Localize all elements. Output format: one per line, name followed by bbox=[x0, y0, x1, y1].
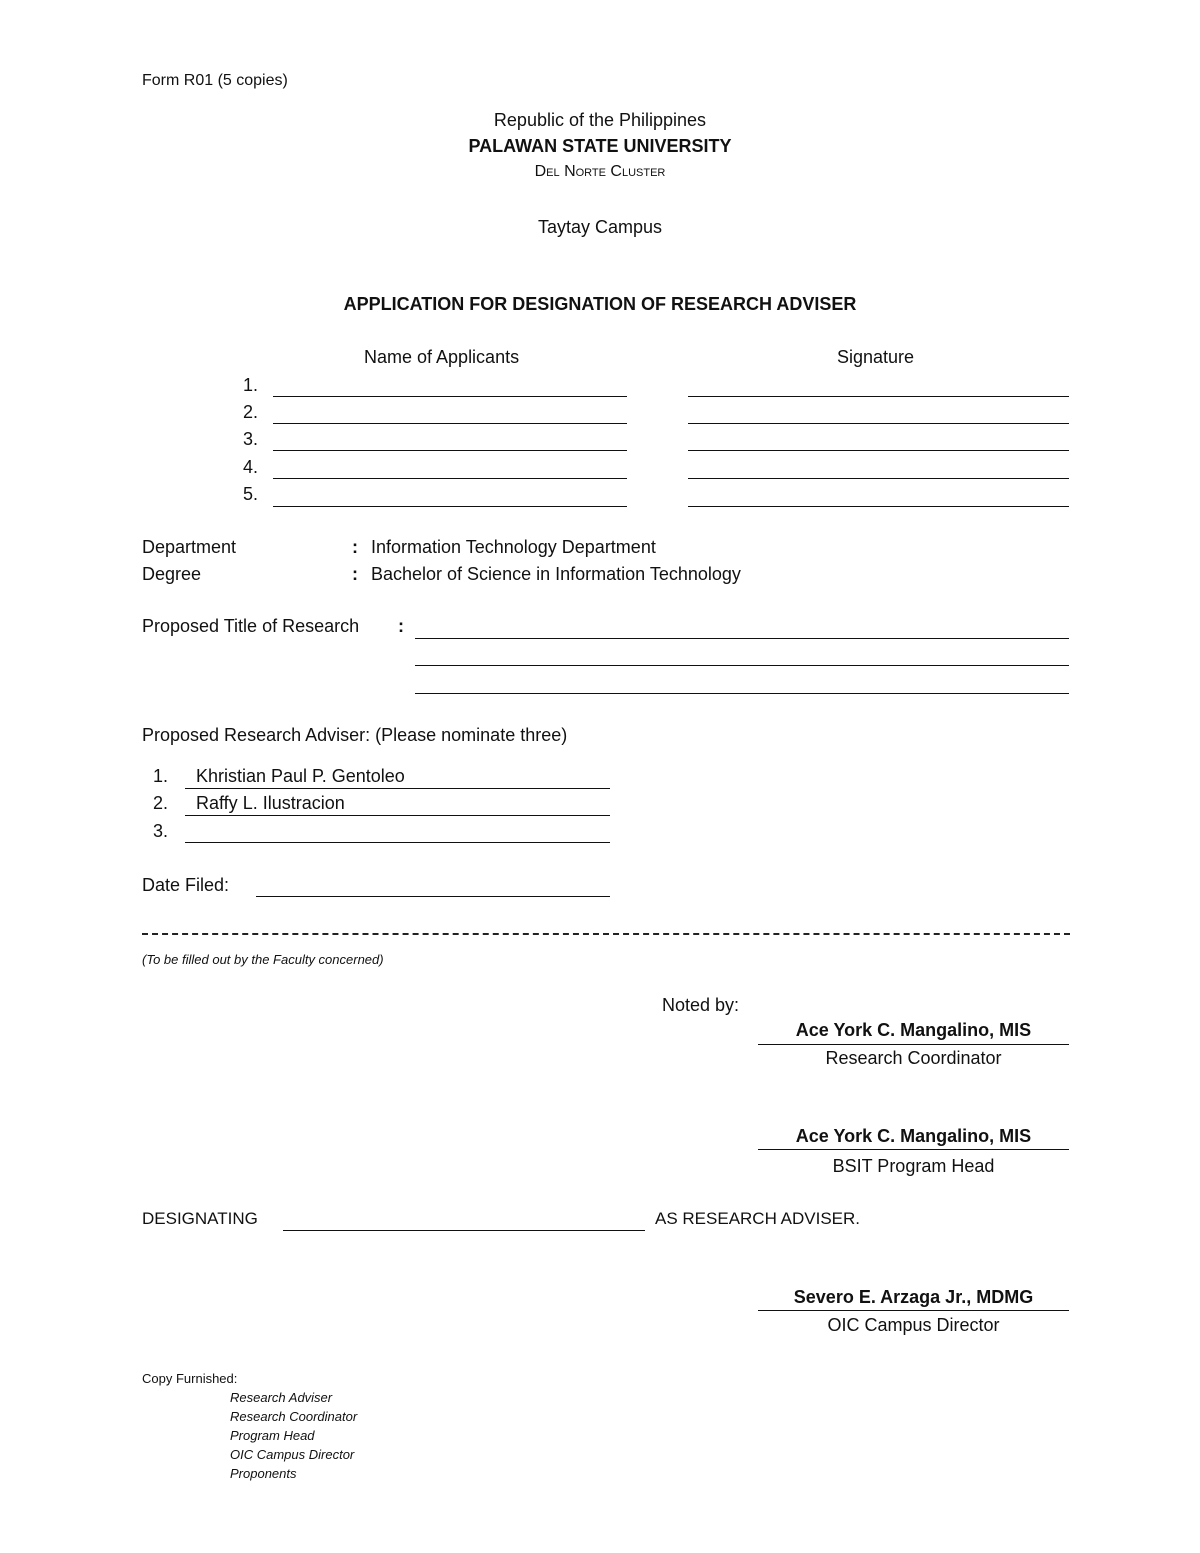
applicant-number: 5. bbox=[242, 484, 258, 504]
adviser-line[interactable] bbox=[185, 788, 610, 789]
advisers-label: Proposed Research Adviser: (Please nominate three) bbox=[142, 725, 568, 745]
designating-suffix: AS RESEARCH ADVISER. bbox=[655, 1209, 861, 1228]
date-filed-line[interactable] bbox=[256, 896, 610, 897]
signatory-line bbox=[758, 1310, 1069, 1311]
adviser-number: 3. bbox=[153, 821, 169, 841]
header-campus: Taytay Campus bbox=[537, 217, 663, 237]
signatory-line bbox=[758, 1044, 1069, 1045]
applicants-signature-header: Signature bbox=[837, 347, 915, 367]
applicant-signature-line[interactable] bbox=[688, 450, 1069, 451]
applicant-number: 1. bbox=[242, 375, 258, 395]
form-label: Form R01 (5 copies) bbox=[142, 72, 288, 89]
degree-label: Degree bbox=[142, 564, 202, 584]
applicants-name-header: Name of Applicants bbox=[364, 347, 520, 367]
applicant-name-line[interactable] bbox=[273, 450, 627, 451]
degree-separator: : bbox=[352, 564, 358, 584]
applicant-signature-line[interactable] bbox=[688, 423, 1069, 424]
copy-furnished-label: Copy Furnished: bbox=[142, 1371, 238, 1386]
department-separator: : bbox=[352, 537, 358, 557]
adviser-number: 1. bbox=[153, 766, 169, 786]
noted-by-label: Noted by: bbox=[662, 995, 740, 1015]
proposed-title-separator: : bbox=[398, 616, 404, 636]
signatory-line bbox=[758, 1149, 1069, 1150]
department-label: Department bbox=[142, 537, 237, 557]
adviser-name: Raffy L. Ilustracion bbox=[196, 793, 345, 813]
applicant-signature-line[interactable] bbox=[688, 478, 1069, 479]
page-title: APPLICATION FOR DESIGNATION OF RESEARCH ADVISER bbox=[343, 294, 857, 314]
copy-furnished-item: Proponents bbox=[230, 1466, 297, 1481]
cut-divider bbox=[142, 933, 1070, 935]
adviser-line[interactable] bbox=[185, 815, 610, 816]
signatory-role: Research Coordinator bbox=[825, 1048, 1002, 1068]
applicant-name-line[interactable] bbox=[273, 478, 627, 479]
applicant-name-line[interactable] bbox=[273, 396, 627, 397]
proposed-title-line[interactable] bbox=[415, 665, 1069, 666]
designating-prefix: DESIGNATING bbox=[142, 1209, 258, 1228]
signatory-role: BSIT Program Head bbox=[832, 1156, 995, 1176]
department-value: Information Technology Department bbox=[371, 537, 656, 557]
signatory-name: Ace York C. Mangalino, MIS bbox=[795, 1020, 1032, 1040]
applicant-name-line[interactable] bbox=[273, 506, 627, 507]
proposed-title-line[interactable] bbox=[415, 638, 1069, 639]
header-republic: Republic of the Philippines bbox=[493, 110, 707, 130]
signatory-name: Severo E. Arzaga Jr., MDMG bbox=[793, 1287, 1034, 1307]
designating-line[interactable] bbox=[283, 1230, 645, 1231]
proposed-title-label: Proposed Title of Research bbox=[142, 616, 360, 636]
applicant-number: 4. bbox=[242, 457, 258, 477]
adviser-number: 2. bbox=[153, 793, 169, 813]
faculty-note: (To be filled out by the Faculty concerned) bbox=[142, 952, 384, 967]
adviser-name: Khristian Paul P. Gentoleo bbox=[196, 766, 405, 786]
signatory-name: Ace York C. Mangalino, MIS bbox=[795, 1126, 1032, 1146]
date-filed-label: Date Filed: bbox=[142, 875, 230, 895]
copy-furnished-item: Research Coordinator bbox=[230, 1409, 358, 1424]
adviser-line[interactable] bbox=[185, 842, 610, 843]
applicant-number: 3. bbox=[242, 429, 258, 449]
proposed-title-line[interactable] bbox=[415, 693, 1069, 694]
copy-furnished-item: OIC Campus Director bbox=[230, 1447, 355, 1462]
signatory-role: OIC Campus Director bbox=[827, 1315, 1000, 1335]
header-cluster: Del Norte Cluster bbox=[534, 163, 666, 180]
degree-value: Bachelor of Science in Information Technology bbox=[371, 564, 741, 584]
applicant-number: 2. bbox=[242, 402, 258, 422]
applicant-signature-line[interactable] bbox=[688, 396, 1069, 397]
header-university: PALAWAN STATE UNIVERSITY bbox=[468, 136, 732, 156]
applicant-name-line[interactable] bbox=[273, 423, 627, 424]
applicant-signature-line[interactable] bbox=[688, 506, 1069, 507]
copy-furnished-item: Program Head bbox=[230, 1428, 315, 1443]
copy-furnished-item: Research Adviser bbox=[230, 1390, 333, 1405]
